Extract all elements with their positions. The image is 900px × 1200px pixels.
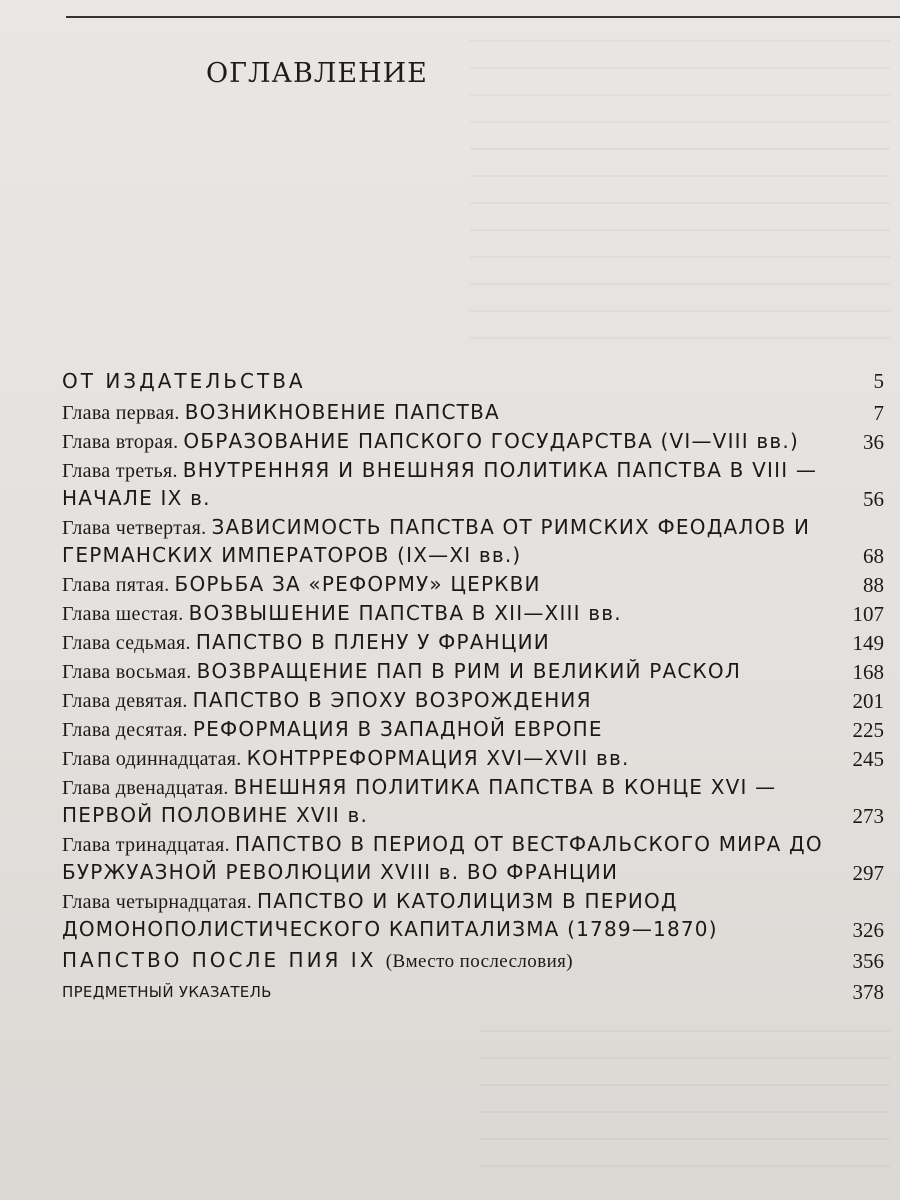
- chapter-number: Глава третья.: [62, 460, 178, 482]
- chapter-line: [62, 399, 884, 427]
- chapter-line: [62, 774, 884, 830]
- chapter-title: ОБРАЗОВАНИЕ ПАПСКОГО ГОСУДАРСТВА (VI—VIII вв.): [183, 429, 799, 453]
- toc-chapter-9: [62, 687, 884, 715]
- page-number: 273: [852, 804, 884, 828]
- chapter-title: ЗАВИСИМОСТЬ ПАПСТВА ОТ РИМСКИХ ФЕОДАЛОВ И ГЕРМАНСКИХ ИМПЕРАТОРОВ (IX—XI вв.): [62, 515, 811, 567]
- page-number: 297: [852, 861, 884, 885]
- toc-entry-publisher: [62, 368, 884, 395]
- chapter-line: [62, 831, 884, 887]
- page-number: 56: [863, 487, 884, 511]
- page-number: 378: [852, 980, 884, 1004]
- chapter-number: Глава шестая.: [62, 603, 184, 625]
- chapter-line: [62, 629, 884, 657]
- page-top-rule: [66, 0, 900, 18]
- chapter-number: Глава одиннадцатая.: [62, 748, 242, 770]
- toc-chapter-10: [62, 716, 884, 744]
- table-of-contents: [62, 368, 884, 1006]
- page-number: 68: [863, 544, 884, 568]
- chapter-number: Глава двенадцатая.: [62, 777, 229, 799]
- chapter-number: Глава девятая.: [62, 690, 188, 712]
- page-number: 5: [873, 369, 884, 393]
- page-title: ОГЛАВЛЕНИЕ: [206, 58, 428, 89]
- chapter-title: КОНТРРЕФОРМАЦИЯ XVI—XVII вв.: [246, 746, 630, 770]
- chapter-line: [62, 514, 884, 570]
- chapter-number: Глава тринадцатая.: [62, 834, 230, 856]
- bleed-through-texture-lower: [480, 1010, 890, 1190]
- chapter-line: [62, 571, 884, 599]
- chapter-number: Глава седьмая.: [62, 632, 191, 654]
- chapter-line: [62, 745, 884, 773]
- chapter-title: ВОЗВРАЩЕНИЕ ПАП В РИМ И ВЕЛИКИЙ РАСКОЛ: [196, 659, 742, 683]
- page-number: 7: [873, 401, 884, 425]
- afterword-note: (Вместо послесловия): [385, 951, 574, 972]
- chapter-line: [62, 888, 884, 944]
- toc-chapter-1: [62, 399, 884, 427]
- chapter-title: ВОЗВЫШЕНИЕ ПАПСТВА В XII—XIII вв.: [188, 601, 622, 625]
- page-number: 149: [852, 631, 884, 655]
- page-number: 201: [852, 689, 884, 713]
- afterword-line: [62, 947, 884, 975]
- toc-entry-afterword: [62, 947, 884, 975]
- chapter-line: [62, 457, 884, 513]
- bleed-through-texture: [470, 20, 890, 350]
- chapter-number: Глава пятая.: [62, 574, 170, 596]
- chapter-title: ВНЕШНЯЯ ПОЛИТИКА ПАПСТВА В КОНЦЕ XVI — ПЕРВОЙ ПОЛОВИНЕ XVII в.: [62, 775, 777, 827]
- toc-chapter-2: [62, 428, 884, 456]
- chapter-title: БОРЬБА ЗА «РЕФОРМУ» ЦЕРКВИ: [174, 572, 541, 596]
- toc-chapter-13: [62, 831, 884, 887]
- chapter-line: [62, 687, 884, 715]
- chapter-title: ПАПСТВО В ПЛЕНУ У ФРАНЦИИ: [195, 630, 550, 654]
- chapter-number: Глава четырнадцатая.: [62, 891, 252, 913]
- afterword-label: ПАПСТВО ПОСЛЕ ПИЯ IX: [62, 948, 377, 972]
- page-number: 88: [863, 573, 884, 597]
- chapter-line: [62, 600, 884, 628]
- toc-chapter-11: [62, 745, 884, 773]
- chapter-title: ПАПСТВО В ПЕРИОД ОТ ВЕСТФАЛЬСКОГО МИРА ДО БУРЖУАЗНОЙ РЕВОЛЮЦИИ XVIII в. ВО ФРАНЦИИ: [62, 832, 823, 884]
- page-number: 245: [852, 747, 884, 771]
- chapter-title: ПАПСТВО И КАТОЛИЦИЗМ В ПЕРИОД ДОМОНОПОЛИСТИЧЕСКОГО КАПИТАЛИЗМА (1789—1870): [62, 889, 718, 941]
- toc-entry-index: [62, 979, 884, 1006]
- index-label: ПРЕДМЕТНЫЙ УКАЗАТЕЛЬ: [62, 983, 272, 1001]
- chapter-number: Глава первая.: [62, 402, 180, 424]
- chapter-number: Глава вторая.: [62, 431, 179, 453]
- chapter-line: [62, 658, 884, 686]
- chapter-title: РЕФОРМАЦИЯ В ЗАПАДНОЙ ЕВРОПЕ: [192, 717, 603, 741]
- toc-chapter-7: [62, 629, 884, 657]
- page-number: 36: [863, 430, 884, 454]
- page-number: 168: [852, 660, 884, 684]
- toc-chapter-8: [62, 658, 884, 686]
- chapter-title: ВОЗНИКНОВЕНИЕ ПАПСТВА: [184, 400, 500, 424]
- page-number: 225: [852, 718, 884, 742]
- toc-chapter-6: [62, 600, 884, 628]
- chapter-title: ПАПСТВО В ЭПОХУ ВОЗРОЖДЕНИЯ: [192, 688, 592, 712]
- toc-chapter-12: [62, 774, 884, 830]
- toc-chapter-5: [62, 571, 884, 599]
- toc-chapter-14: [62, 888, 884, 944]
- toc-chapter-4: [62, 514, 884, 570]
- chapter-title: ВНУТРЕННЯЯ И ВНЕШНЯЯ ПОЛИТИКА ПАПСТВА В VIII — НАЧАЛЕ IX в.: [62, 458, 818, 510]
- toc-chapter-3: [62, 457, 884, 513]
- page-number: 356: [852, 949, 884, 973]
- chapter-number: Глава восьмая.: [62, 661, 192, 683]
- chapter-number: Глава четвертая.: [62, 517, 207, 539]
- page-number: 107: [852, 602, 884, 626]
- page-number: 326: [852, 918, 884, 942]
- chapter-number: Глава десятая.: [62, 719, 188, 741]
- chapter-line: [62, 428, 884, 456]
- chapter-line: [62, 716, 884, 744]
- publisher-label: ОТ ИЗДАТЕЛЬСТВА: [62, 369, 306, 393]
